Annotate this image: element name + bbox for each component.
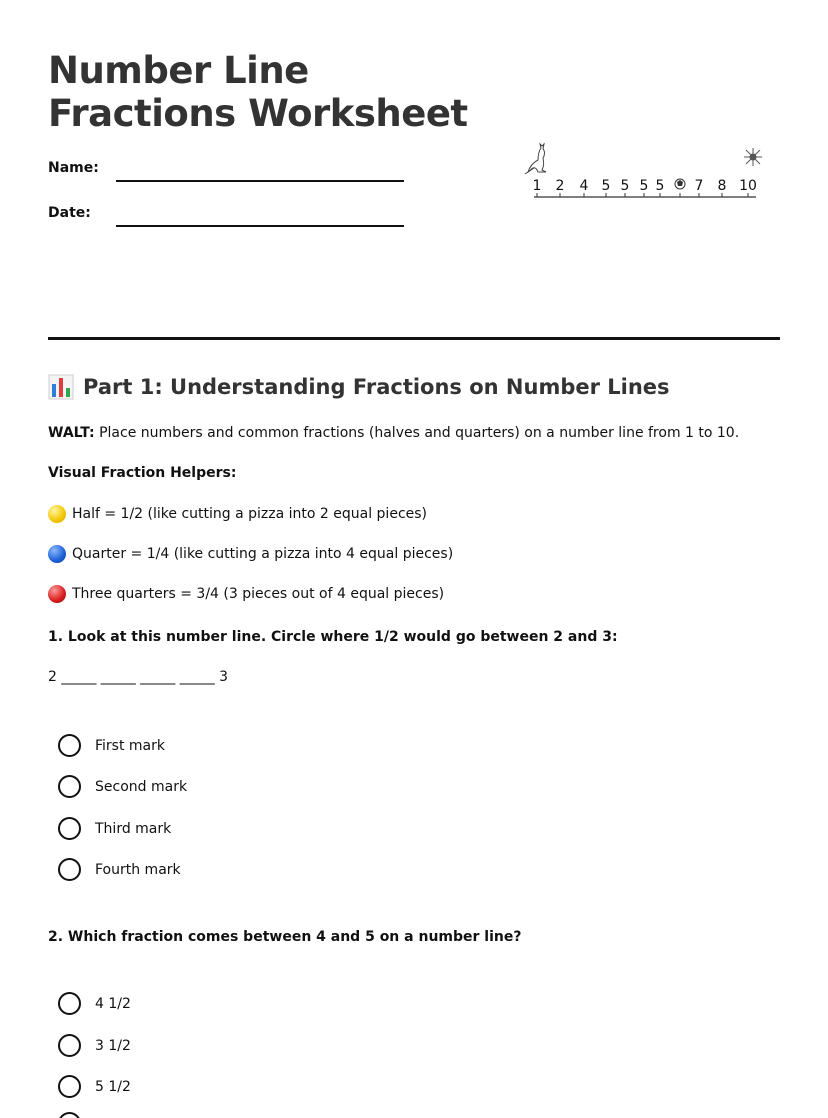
radio-button[interactable] bbox=[58, 775, 81, 798]
helper-half bbox=[48, 505, 427, 523]
q2-option-label: 5 1/2 bbox=[95, 1078, 131, 1095]
date-field[interactable] bbox=[116, 225, 404, 227]
number-line-label: 8 bbox=[717, 178, 727, 194]
q1-option-label: Second mark bbox=[95, 778, 188, 795]
q2-option-5-1-2[interactable] bbox=[58, 1075, 131, 1098]
date-label: Date: bbox=[48, 205, 91, 221]
section-divider bbox=[48, 337, 780, 340]
radio-button[interactable] bbox=[58, 858, 81, 881]
number-line-label: 5 bbox=[639, 178, 649, 194]
soccer-ball-icon bbox=[675, 179, 685, 189]
q1-option-first-mark[interactable] bbox=[58, 734, 165, 757]
q2-option-label: 4 1/2 bbox=[95, 995, 131, 1012]
radio-button[interactable] bbox=[58, 1034, 81, 1057]
q2-option-3-1-2[interactable] bbox=[58, 1034, 131, 1057]
starburst-icon bbox=[744, 148, 762, 166]
q2-option-label: 3 1/2 bbox=[95, 1037, 131, 1054]
q1-option-label: First mark bbox=[95, 737, 165, 754]
q2-option-partial[interactable] bbox=[58, 1112, 95, 1118]
q1-option-third-mark[interactable] bbox=[58, 817, 171, 840]
number-line-label: 2 bbox=[555, 178, 565, 194]
helper-quarter bbox=[48, 545, 453, 563]
number-line-label: 10 bbox=[739, 178, 757, 194]
name-field[interactable] bbox=[116, 180, 404, 182]
question-2-text: 2. Which fraction comes between 4 and 5 on a number line? bbox=[48, 929, 522, 945]
yellow-circle-icon bbox=[48, 505, 66, 523]
part1-heading bbox=[48, 374, 670, 400]
radio-button[interactable] bbox=[58, 1075, 81, 1098]
q1-option-fourth-mark[interactable] bbox=[58, 858, 181, 881]
number-line-label: 7 bbox=[694, 178, 704, 194]
helper-quarter-text: Quarter = 1/4 (like cutting a pizza into 4 equal pieces) bbox=[72, 546, 454, 562]
bar-chart-icon bbox=[48, 374, 74, 400]
header-number-line-illustration bbox=[520, 138, 765, 204]
number-line-labels bbox=[533, 178, 757, 194]
red-circle-icon bbox=[48, 585, 66, 603]
blue-circle-icon bbox=[48, 545, 66, 563]
q1-option-label: Fourth mark bbox=[95, 861, 181, 878]
helpers-heading: Visual Fraction Helpers: bbox=[48, 465, 237, 481]
name-label: Name: bbox=[48, 160, 99, 176]
question-1-text: 1. Look at this number line. Circle where 1/2 would go between 2 and 3: bbox=[48, 629, 618, 645]
radio-button[interactable] bbox=[58, 1112, 81, 1118]
number-line-label: 5 bbox=[655, 178, 665, 194]
number-line-label: 5 bbox=[601, 178, 611, 194]
walt-statement bbox=[48, 425, 739, 441]
number-line-label: 5 bbox=[620, 178, 630, 194]
helper-three-quarters-text: Three quarters = 3/4 (3 pieces out of 4 equal pieces) bbox=[72, 586, 445, 602]
radio-button[interactable] bbox=[58, 734, 81, 757]
number-line-label: 4 bbox=[579, 178, 589, 194]
radio-button[interactable] bbox=[58, 817, 81, 840]
helper-three-quarters bbox=[48, 585, 444, 603]
q2-option-4-1-2[interactable] bbox=[58, 992, 131, 1015]
q1-option-second-mark[interactable] bbox=[58, 775, 187, 798]
radio-button[interactable] bbox=[58, 992, 81, 1015]
question-1-number-line: 2 _____ _____ _____ _____ 3 bbox=[48, 669, 229, 685]
number-line-label: 1 bbox=[532, 178, 542, 194]
kangaroo-icon bbox=[525, 144, 546, 174]
q1-option-label: Third mark bbox=[95, 820, 172, 837]
helper-half-text: Half = 1/2 (like cutting a pizza into 2 equal pieces) bbox=[72, 506, 428, 522]
part1-title: Part 1: Understanding Fractions on Number Lines bbox=[83, 375, 670, 399]
walt-label: WALT: bbox=[48, 425, 95, 441]
worksheet-title: Number Line Fractions Worksheet bbox=[48, 49, 468, 135]
walt-text: Place numbers and common fractions (halves and quarters) on a number line from 1 to 10. bbox=[94, 425, 740, 441]
